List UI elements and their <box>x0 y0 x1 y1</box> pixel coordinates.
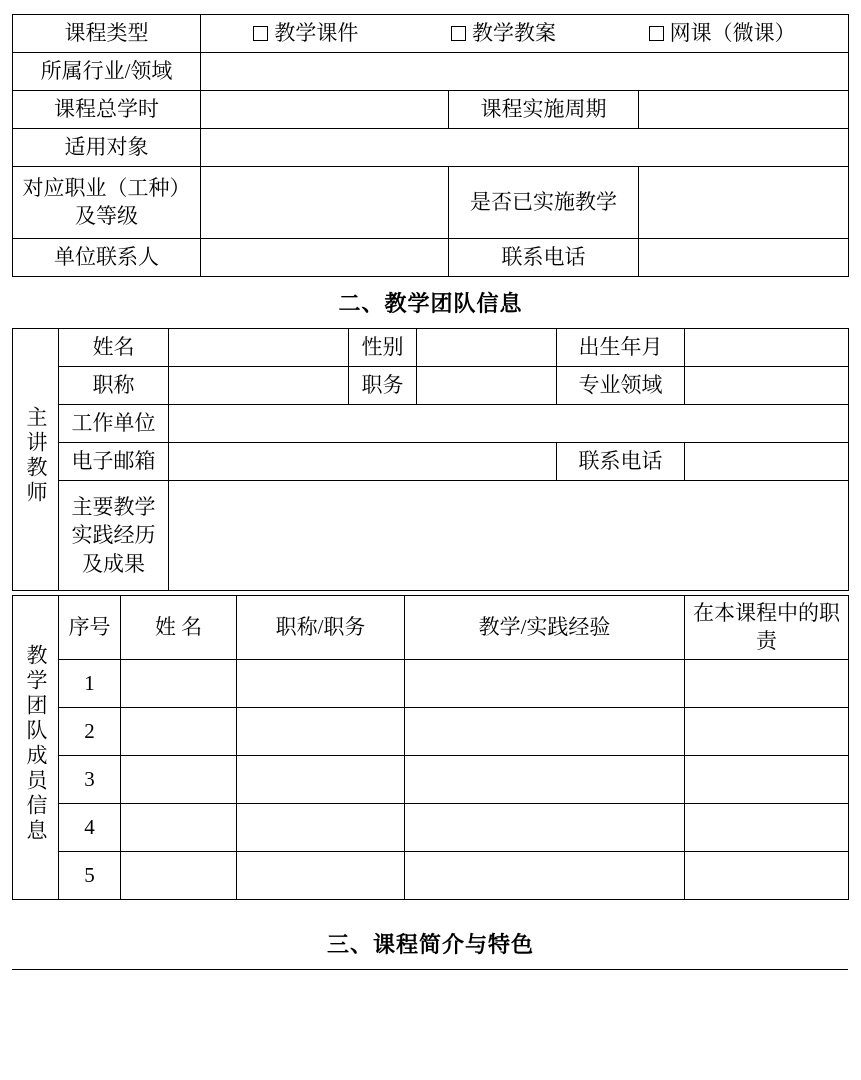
input-member-2-title-post[interactable] <box>237 708 405 756</box>
label-unit-contact: 单位联系人 <box>13 239 201 277</box>
input-member-1-responsibility[interactable] <box>685 660 849 708</box>
label-post: 职务 <box>349 367 417 405</box>
input-lecturer-professional-title[interactable] <box>169 367 349 405</box>
label-gender: 性别 <box>349 329 417 367</box>
bottom-divider <box>12 969 848 970</box>
checkbox-icon[interactable] <box>253 26 268 41</box>
team-members-table <box>12 595 849 900</box>
column-header-index: 序号 <box>59 596 121 660</box>
label-lecturer-phone: 联系电话 <box>557 443 685 481</box>
table-row <box>13 367 849 405</box>
team-members-vertical-label: 教学团队成员信息 <box>24 643 49 844</box>
input-lecturer-name[interactable] <box>169 329 349 367</box>
label-course-type: 课程类型 <box>13 15 201 53</box>
column-header-experience: 教学/实践经验 <box>405 596 685 660</box>
table-row <box>13 405 849 443</box>
table-row <box>13 239 849 277</box>
input-member-2-experience[interactable] <box>405 708 685 756</box>
column-header-name: 姓 名 <box>121 596 237 660</box>
input-member-1-experience[interactable] <box>405 660 685 708</box>
table-row <box>13 596 849 660</box>
table-row <box>13 852 849 900</box>
table-row <box>13 53 849 91</box>
row-index-1: 1 <box>59 660 121 708</box>
input-member-1-name[interactable] <box>121 660 237 708</box>
input-lecturer-specialty-field[interactable] <box>685 367 849 405</box>
input-member-2-responsibility[interactable] <box>685 708 849 756</box>
input-lecturer-teaching-experience[interactable] <box>169 481 849 591</box>
checkbox-icon[interactable] <box>649 26 664 41</box>
input-member-4-title-post[interactable] <box>237 804 405 852</box>
checkbox-label: 教学课件 <box>274 21 359 46</box>
table-row <box>13 804 849 852</box>
table-row <box>13 167 849 239</box>
checkbox-option-lesson-plan[interactable] <box>451 19 556 47</box>
table-row <box>13 329 849 367</box>
basic-info-table <box>12 14 849 277</box>
label-specialty-field: 专业领域 <box>557 367 685 405</box>
input-lecturer-birth-date[interactable] <box>685 329 849 367</box>
row-index-4: 4 <box>59 804 121 852</box>
label-total-hours: 课程总学时 <box>13 91 201 129</box>
row-index-5: 5 <box>59 852 121 900</box>
input-implementation-period[interactable] <box>639 91 849 129</box>
table-row <box>13 129 849 167</box>
label-professional-title: 职称 <box>59 367 169 405</box>
table-row <box>13 443 849 481</box>
table-row <box>13 15 849 53</box>
input-target-audience[interactable] <box>201 129 849 167</box>
label-email: 电子邮箱 <box>59 443 169 481</box>
column-header-title-post: 职称/职务 <box>237 596 405 660</box>
input-member-4-experience[interactable] <box>405 804 685 852</box>
teaching-team-table <box>12 328 849 591</box>
label-team-members <box>13 596 59 900</box>
input-member-4-name[interactable] <box>121 804 237 852</box>
label-name: 姓名 <box>59 329 169 367</box>
input-contact-phone[interactable] <box>639 239 849 277</box>
input-lecturer-email[interactable] <box>169 443 557 481</box>
input-lecturer-work-unit[interactable] <box>169 405 849 443</box>
checkbox-label: 教学教案 <box>472 21 556 46</box>
input-member-5-name[interactable] <box>121 852 237 900</box>
label-contact-phone: 联系电话 <box>449 239 639 277</box>
section-title-course-intro: 三、课程简介与特色 <box>326 932 534 957</box>
checkbox-label: 网课（微课） <box>669 21 796 46</box>
input-already-taught[interactable] <box>639 167 849 239</box>
input-lecturer-post[interactable] <box>417 367 557 405</box>
lecturer-vertical-label: 主讲教师 <box>24 405 49 506</box>
input-unit-contact[interactable] <box>201 239 449 277</box>
input-total-hours[interactable] <box>201 91 449 129</box>
section-title-teaching-team: 二、教学团队信息 <box>338 291 523 316</box>
label-birth-date: 出生年月 <box>557 329 685 367</box>
label-implementation-period: 课程实施周期 <box>449 91 639 129</box>
input-lecturer-phone[interactable] <box>685 443 849 481</box>
label-already-taught: 是否已实施教学 <box>449 167 639 239</box>
column-header-responsibility: 在本课程中的职责 <box>685 596 849 660</box>
input-lecturer-gender[interactable] <box>417 329 557 367</box>
input-member-5-title-post[interactable] <box>237 852 405 900</box>
input-member-4-responsibility[interactable] <box>685 804 849 852</box>
input-member-5-responsibility[interactable] <box>685 852 849 900</box>
input-member-3-name[interactable] <box>121 756 237 804</box>
input-member-2-name[interactable] <box>121 708 237 756</box>
row-index-2: 2 <box>59 708 121 756</box>
row-index-3: 3 <box>59 756 121 804</box>
table-row <box>13 708 849 756</box>
table-row <box>13 91 849 129</box>
input-occupation-level[interactable] <box>201 167 449 239</box>
table-row <box>13 481 849 591</box>
input-industry-field[interactable] <box>201 53 849 91</box>
input-member-3-responsibility[interactable] <box>685 756 849 804</box>
checkbox-option-courseware[interactable] <box>253 19 358 47</box>
label-teaching-experience: 主要教学实践经历及成果 <box>59 481 169 591</box>
label-lecturer <box>13 329 59 591</box>
label-target-audience: 适用对象 <box>13 129 201 167</box>
checkbox-option-online-course[interactable] <box>649 19 796 47</box>
table-row <box>13 756 849 804</box>
table-row <box>13 660 849 708</box>
input-member-3-title-post[interactable] <box>237 756 405 804</box>
label-industry-field: 所属行业/领域 <box>13 53 201 91</box>
label-occupation-level: 对应职业（工种）及等级 <box>13 167 201 239</box>
checkbox-icon[interactable] <box>451 26 466 41</box>
input-member-3-experience[interactable] <box>405 756 685 804</box>
label-work-unit: 工作单位 <box>59 405 169 443</box>
input-member-5-experience[interactable] <box>405 852 685 900</box>
input-member-1-title-post[interactable] <box>237 660 405 708</box>
course-type-options <box>201 15 849 53</box>
